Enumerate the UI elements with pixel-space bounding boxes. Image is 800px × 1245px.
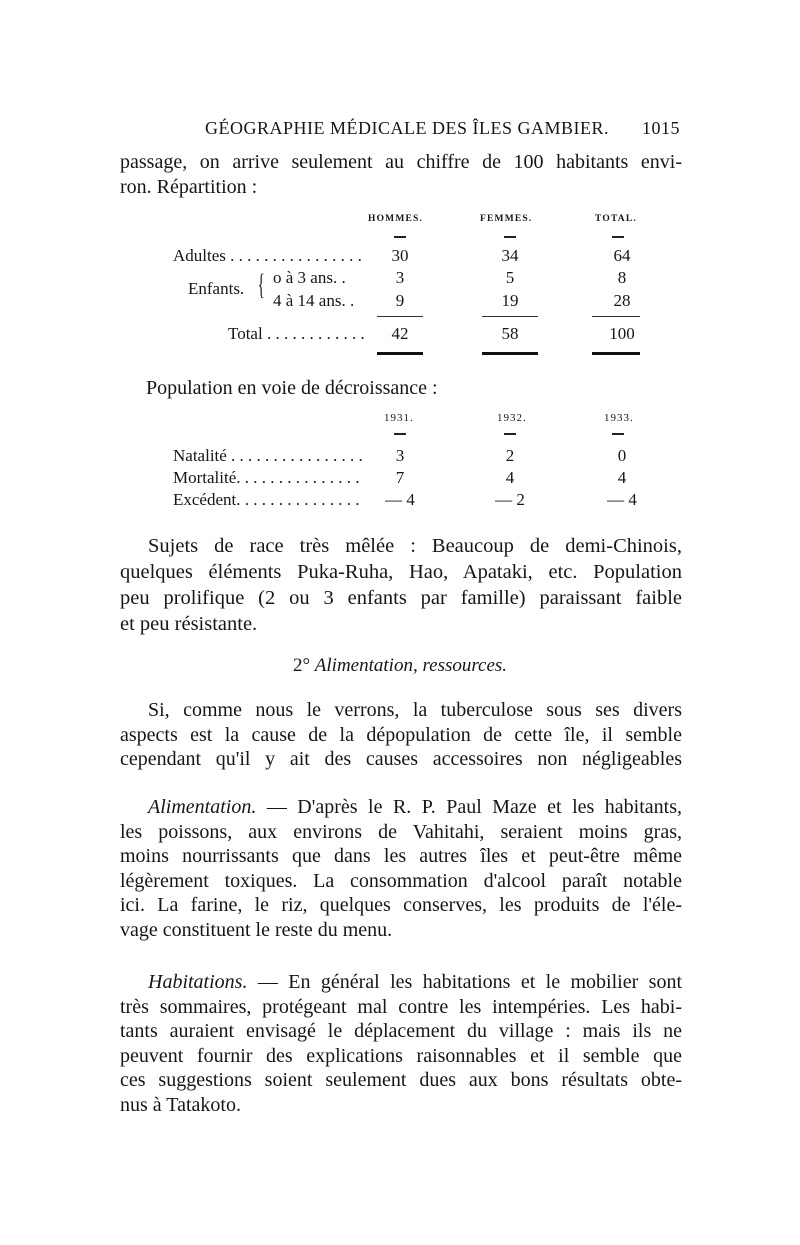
header-dash bbox=[504, 433, 516, 435]
text-line: cependant qu'il y ait des causes accessoires non négligeables bbox=[120, 748, 682, 771]
header-dash bbox=[394, 236, 406, 238]
table-cell: 2 bbox=[505, 446, 515, 465]
table-cell: — 4 bbox=[385, 490, 415, 509]
table-cell: 3 bbox=[395, 446, 405, 465]
row-label-excedent: Excédent. . . . . . . . . . . . . . . bbox=[173, 490, 360, 509]
population-heading-line: Population en voie de décroissance : bbox=[146, 377, 438, 399]
table-cell: 100 bbox=[609, 324, 635, 343]
text-line: légèrement toxiques. La consommation d'alcool paraît notable bbox=[120, 869, 682, 892]
running-title: GÉOGRAPHIE MÉDICALE DES ÎLES GAMBIER. bbox=[205, 118, 609, 138]
column-header-hommes: HOMMES. bbox=[368, 214, 424, 224]
column-header-1931: 1931. bbox=[384, 412, 414, 424]
intro-line: passage, on arrive seulement au chiffre de 100 habitants envi- bbox=[120, 151, 682, 173]
double-rule bbox=[482, 352, 538, 355]
text-line: ici. La farine, le riz, quelques conserves, les produits de l'éle- bbox=[120, 894, 682, 917]
text-line: aspects est la cause de la dépopulation de cette île, il semble bbox=[120, 723, 682, 746]
paragraph-sujets bbox=[120, 533, 682, 637]
text-line: et peu résistante. bbox=[120, 613, 258, 635]
text-line: vage constituent le reste du menu. bbox=[120, 918, 393, 941]
paragraph-heading: Habitations. bbox=[148, 971, 248, 993]
sum-rule bbox=[482, 316, 538, 317]
text-line: peu prolifique (2 ou 3 enfants par famille) paraissant faible bbox=[120, 587, 682, 609]
text-line bbox=[120, 970, 682, 995]
header-dash bbox=[394, 433, 406, 435]
text-line: peuvent fournir des explications raisonnables et il semble que bbox=[120, 1044, 682, 1067]
section-number: 2° bbox=[292, 655, 311, 676]
paragraph-si bbox=[120, 698, 682, 772]
sum-rule bbox=[377, 316, 423, 317]
text-fragment: — D'après le R. P. Paul Maze et les habitants, bbox=[256, 796, 682, 818]
text-line: nus à Tatakoto. bbox=[120, 1093, 241, 1116]
text-line bbox=[120, 795, 682, 820]
table-cell: 0 bbox=[617, 446, 627, 465]
header-dash bbox=[612, 236, 624, 238]
text-line: tants auraient envisagé le déplacement du village : mais ils ne bbox=[120, 1020, 682, 1043]
table-cell: 28 bbox=[613, 291, 631, 310]
text-line: Sujets de race très mêlée : Beaucoup de demi-Chinois, bbox=[148, 535, 682, 557]
table-cell: 64 bbox=[613, 246, 631, 265]
column-header-1933: 1933. bbox=[604, 412, 634, 424]
text-line: ces suggestions soient seulement dues aux bons résultats obte- bbox=[120, 1069, 682, 1092]
table-cell: 42 bbox=[391, 324, 409, 343]
section-heading bbox=[0, 655, 800, 677]
row-label-mortalite: Mortalité. . . . . . . . . . . . . . . bbox=[173, 468, 360, 487]
table-cell: 8 bbox=[617, 268, 627, 287]
text-line: quelques éléments Puka-Ruha, Hao, Apataki, etc. Population bbox=[120, 561, 682, 583]
column-header-femmes: FEMMES. bbox=[480, 214, 533, 224]
text-line: Si, comme nous le verrons, la tuberculose sous ses divers bbox=[148, 699, 682, 721]
table-cell: 58 bbox=[501, 324, 519, 343]
column-header-1932: 1932. bbox=[497, 412, 527, 424]
table-cell: 30 bbox=[391, 246, 409, 265]
page-number: 1015 bbox=[642, 118, 680, 138]
double-rule bbox=[592, 352, 640, 355]
table-cell: 4 bbox=[505, 468, 515, 487]
paragraph-alimentation bbox=[120, 795, 682, 943]
table-cell: 9 bbox=[395, 291, 405, 310]
paragraph-heading: Alimentation. bbox=[148, 796, 257, 818]
header-dash bbox=[612, 433, 624, 435]
brace-icon: { bbox=[257, 268, 265, 301]
paragraph-habitations bbox=[120, 970, 682, 1118]
text-line: moins nourrissants que dans les autres îles et peut-être même bbox=[120, 845, 682, 868]
column-header-total: TOTAL. bbox=[595, 214, 637, 224]
section-title: Alimentation, ressources. bbox=[314, 655, 508, 676]
text-line: très sommaires, protégeant mal contre les intempéries. Les habi- bbox=[120, 995, 682, 1018]
row-label-adultes: Adultes . . . . . . . . . . . . . . . . bbox=[173, 246, 362, 265]
text-line: les poissons, aux environs de Vahitahi, seraient moins gras, bbox=[120, 820, 682, 843]
header-dash bbox=[504, 236, 516, 238]
row-label-age-0-3: o à 3 ans. . bbox=[273, 268, 346, 287]
table-cell: 4 bbox=[617, 468, 627, 487]
table-cell: 19 bbox=[501, 291, 519, 310]
row-label-age-4-14: 4 à 14 ans. . bbox=[273, 291, 355, 310]
table-cell: — 4 bbox=[607, 490, 637, 509]
table-cell: — 2 bbox=[495, 490, 525, 509]
text-fragment: — En général les habitations et le mobilier sont bbox=[247, 971, 682, 993]
table-cell: 34 bbox=[501, 246, 519, 265]
intro-paragraph bbox=[120, 150, 682, 199]
row-group-label-enfants: Enfants. bbox=[188, 279, 245, 298]
row-label-natalite: Natalité . . . . . . . . . . . . . . . . bbox=[173, 446, 363, 465]
table-cell: 5 bbox=[505, 268, 515, 287]
table-cell: 7 bbox=[395, 468, 405, 487]
row-label-total: Total . . . . . . . . . . . . bbox=[228, 324, 365, 343]
double-rule bbox=[377, 352, 423, 355]
sum-rule bbox=[592, 316, 640, 317]
table-cell: 3 bbox=[395, 268, 405, 287]
intro-line: ron. Répartition : bbox=[120, 175, 258, 198]
